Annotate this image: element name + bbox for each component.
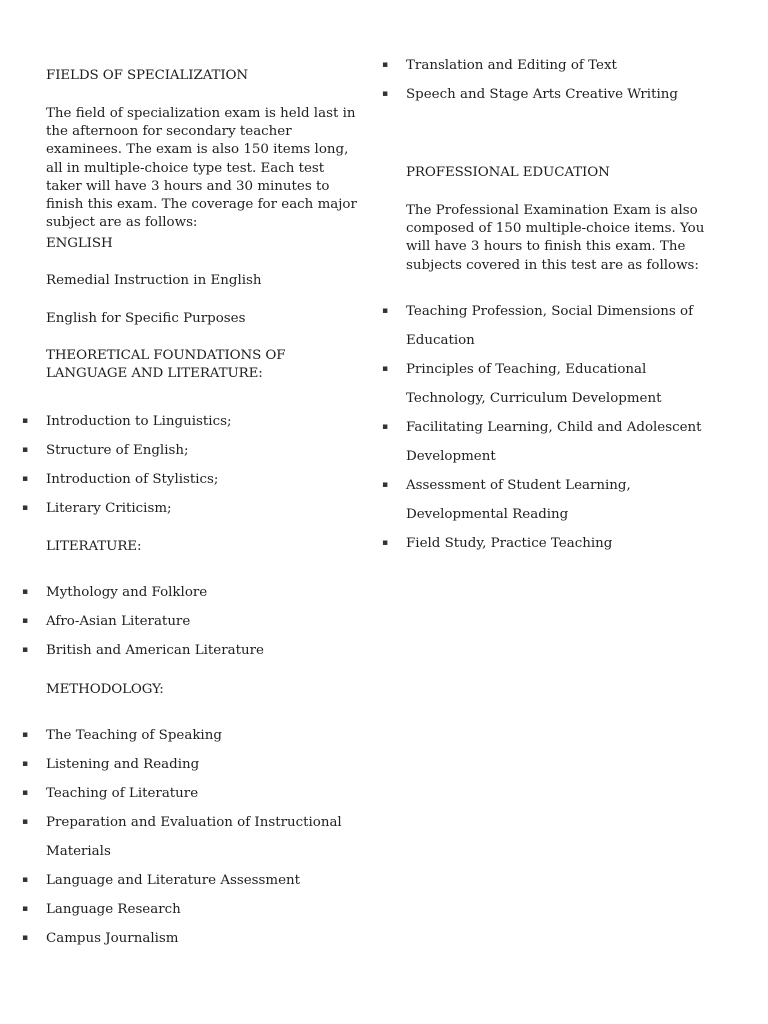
esp-subject: English for Specific Purposes (46, 311, 246, 326)
list-item: ▪ Listening and Reading (46, 750, 362, 779)
list-item: ▪ Structure of English; (46, 436, 362, 465)
literature-heading: LITERATURE: (46, 539, 142, 554)
fields-heading: FIELDS OF SPECIALIZATION (46, 68, 249, 83)
list-item: ▪ Introduction of Stylistics; (46, 465, 362, 494)
list-item: ▪ British and American Literature (46, 636, 362, 665)
list-item: ▪ Literary Criticism; (46, 494, 362, 523)
list-item: ▪ Teaching Profession, Social Dimensions of Education (406, 297, 726, 355)
prof-paragraph: The Professional Examination Exam is also composed of 150 multiple-choice items. You will have 3 hours to finish this exam. The subjects covered in this test are as follows: (406, 203, 705, 273)
list-item: ▪ Translation and Editing of Text (406, 51, 726, 80)
list-item: ▪ Assessment of Student Learning, Developmental Reading (406, 471, 726, 529)
literature-list (46, 578, 362, 665)
list-item: ▪ Principles of Teaching, Educational Technology, Curriculum Development (406, 355, 726, 413)
list-item: ▪ The Teaching of Speaking (46, 721, 362, 750)
list-item: ▪ Campus Journalism (46, 924, 362, 953)
list-item: ▪ Preparation and Evaluation of Instructional Materials (46, 808, 362, 866)
theoretical-list (46, 407, 362, 523)
list-item: ▪ Mythology and Folklore (46, 578, 362, 607)
prof-list (406, 297, 726, 558)
list-item: ▪ Language and Literature Assessment (46, 866, 362, 895)
list-item: ▪ Language Research (46, 895, 362, 924)
list-item: ▪ Field Study, Practice Teaching (406, 529, 726, 558)
list-item: ▪ Introduction to Linguistics; (46, 407, 362, 436)
methodology-heading: METHODOLOGY: (46, 682, 164, 697)
list-item: ▪ Teaching of Literature (46, 779, 362, 808)
list-item: ▪ Afro-Asian Literature (46, 607, 362, 636)
list-item: ▪ Facilitating Learning, Child and Adolescent Development (406, 413, 726, 471)
right-top-list (406, 51, 726, 109)
list-item: ▪ Speech and Stage Arts Creative Writing (406, 80, 726, 109)
fields-paragraph: The field of specialization exam is held last in the afternoon for secondary teacher examinees. The exam is also 150 items long, all in multiple-choice type test. Each test taker will have 3 hours and 30 minutes to finish this exam. The coverage for each major subject are as follows: (46, 106, 357, 231)
methodology-list (46, 721, 362, 953)
theoretical-heading: THEORETICAL FOUNDATIONS OF LANGUAGE AND LITERATURE: (46, 348, 286, 381)
remedial-subject: Remedial Instruction in English (46, 273, 262, 288)
prof-heading: PROFESSIONAL EDUCATION (406, 165, 610, 180)
english-heading: ENGLISH (46, 236, 113, 251)
